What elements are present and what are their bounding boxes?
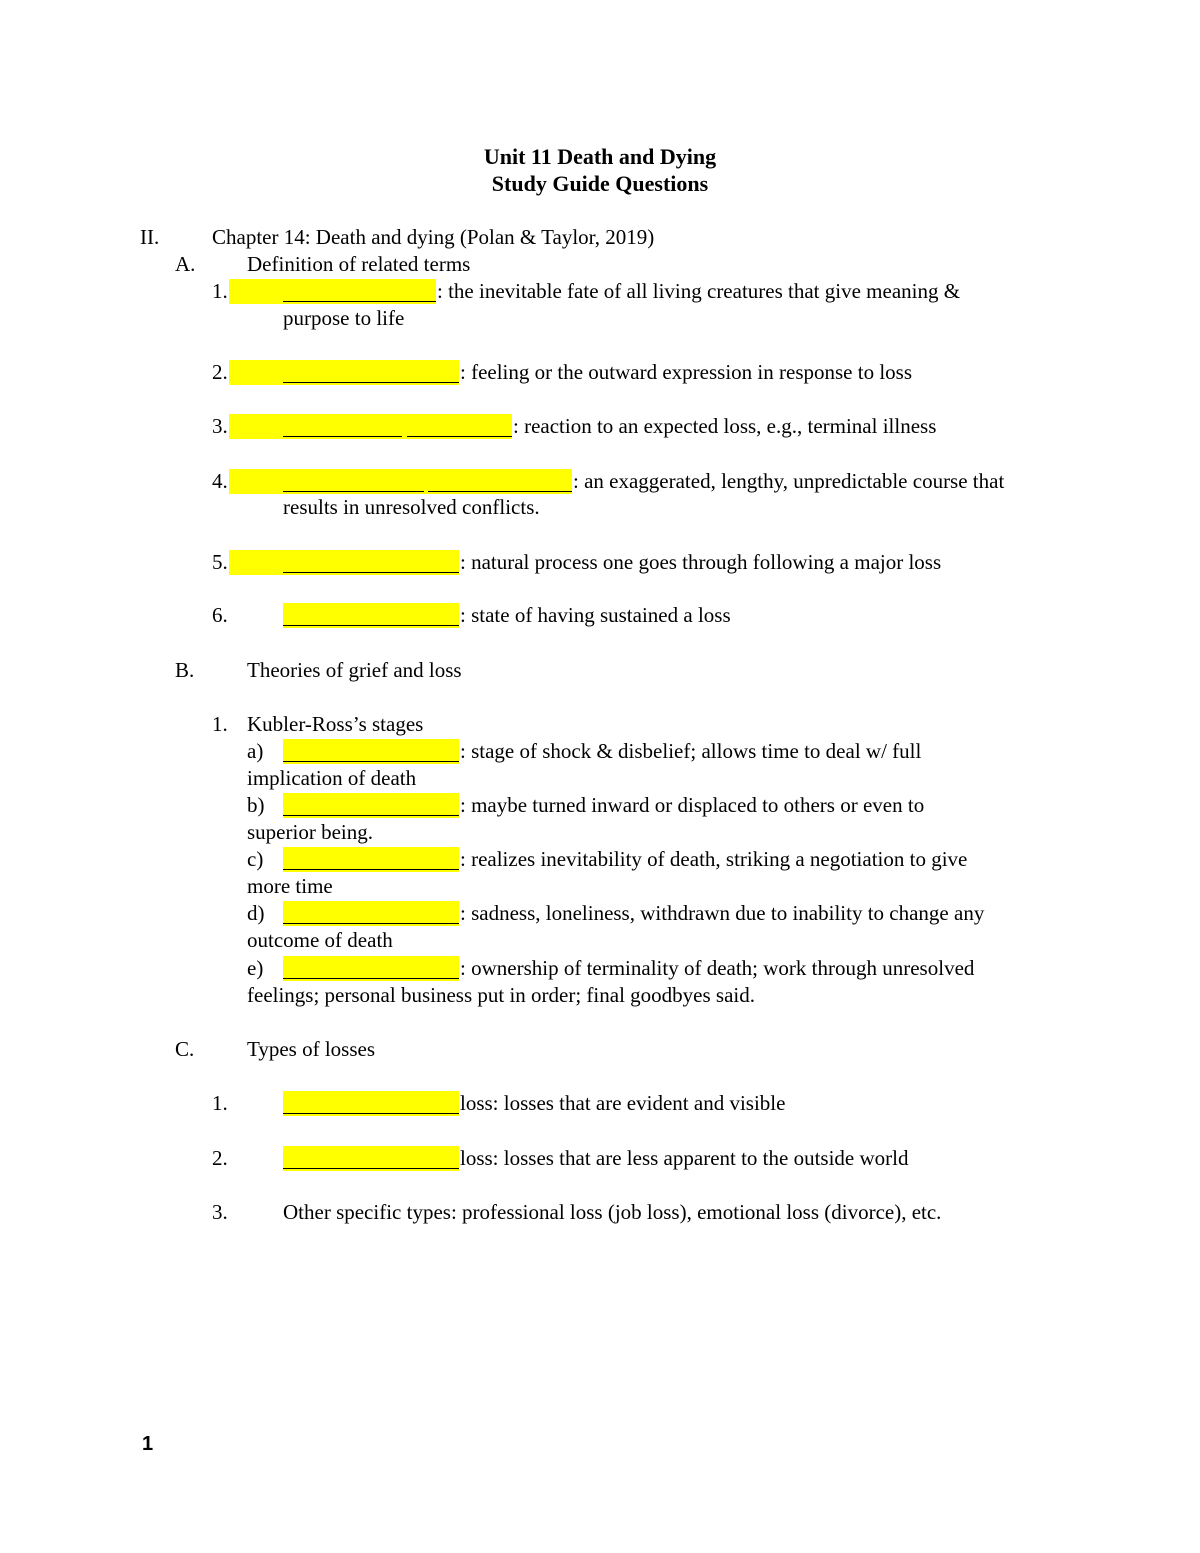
- term-blank[interactable]: [283, 281, 436, 302]
- subsection-c-heading: Types of losses: [247, 1037, 376, 1061]
- term-definition: : natural process one goes through following a major loss: [460, 550, 942, 574]
- stage-letter: d): [247, 901, 265, 925]
- subsection-b-letter: B.: [175, 658, 195, 682]
- stage-letter: b): [247, 793, 265, 817]
- term-definition: : state of having sustained a loss: [460, 603, 731, 627]
- stage-letter: c): [247, 847, 264, 871]
- term-definition: : an exaggerated, lengthy, unpredictable course that: [573, 469, 1005, 493]
- subsection-a-letter: A.: [175, 252, 196, 276]
- loss-number: 3.: [212, 1200, 228, 1224]
- theory-heading: Kubler-Ross’s stages: [247, 712, 424, 736]
- stage-description: : stage of shock & disbelief; allows time to deal w/ full: [460, 739, 922, 763]
- stage-description-continued: implication of death: [247, 766, 417, 790]
- stage-letter: e): [247, 956, 264, 980]
- subsection-b-heading: Theories of grief and loss: [247, 658, 462, 682]
- term-definition: : reaction to an expected loss, e.g., terminal illness: [513, 414, 937, 438]
- subsection-a-heading: Definition of related terms: [247, 252, 471, 276]
- stage-blank[interactable]: [283, 795, 459, 816]
- page-number: 1: [142, 1433, 154, 1455]
- document-subtitle: Study Guide Questions: [491, 171, 709, 196]
- subsection-c-letter: C.: [175, 1037, 195, 1061]
- term-number: 1.: [212, 279, 228, 303]
- term-number: 6.: [212, 603, 228, 627]
- loss-number: 1.: [212, 1091, 228, 1115]
- section-heading: Chapter 14: Death and dying (Polan & Taylor, 2019): [212, 225, 655, 249]
- term-number: 4.: [212, 469, 228, 493]
- loss-description: loss: losses that are evident and visible: [460, 1091, 786, 1115]
- term-definition-continued: results in unresolved conflicts.: [283, 495, 540, 519]
- term-blank[interactable]: [283, 471, 424, 492]
- stage-description-continued: more time: [247, 874, 333, 898]
- stage-blank[interactable]: [283, 849, 459, 870]
- stage-description: : sadness, loneliness, withdrawn due to inability to change any: [460, 901, 985, 925]
- stage-description-continued: superior being.: [247, 820, 373, 844]
- term-blank[interactable]: [428, 471, 572, 492]
- section-numeral: II.: [140, 225, 160, 249]
- term-number: 3.: [212, 414, 228, 438]
- stage-description: : maybe turned inward or displaced to others or even to: [460, 793, 925, 817]
- term-blank[interactable]: [283, 605, 459, 626]
- stage-blank[interactable]: [283, 741, 459, 762]
- stage-blank[interactable]: [283, 903, 459, 924]
- stage-description-continued: feelings; personal business put in order; final goodbyes said.: [247, 983, 755, 1007]
- loss-number: 2.: [212, 1146, 228, 1170]
- loss-description: Other specific types: professional loss (job loss), emotional loss (divorce), etc.: [283, 1200, 942, 1224]
- term-definition-continued: purpose to life: [283, 306, 405, 330]
- loss-blank[interactable]: [283, 1093, 459, 1114]
- stage-description-continued: outcome of death: [247, 928, 393, 952]
- document-title: Unit 11 Death and Dying: [483, 144, 717, 169]
- term-definition: : the inevitable fate of all living creatures that give meaning &: [437, 279, 961, 303]
- stage-description: : ownership of terminality of death; work through unresolved: [460, 956, 975, 980]
- term-blank[interactable]: [407, 416, 512, 437]
- term-number: 2.: [212, 360, 228, 384]
- term-definition: : feeling or the outward expression in response to loss: [460, 360, 912, 384]
- stage-description: : realizes inevitability of death, striking a negotiation to give: [460, 847, 968, 871]
- theory-number: 1.: [212, 712, 228, 736]
- stage-blank[interactable]: [283, 958, 459, 979]
- term-blank[interactable]: [283, 552, 459, 573]
- loss-blank[interactable]: [283, 1148, 459, 1169]
- loss-description: loss: losses that are less apparent to the outside world: [460, 1146, 909, 1170]
- stage-letter: a): [247, 739, 264, 763]
- term-blank[interactable]: [283, 416, 402, 437]
- term-blank[interactable]: [283, 362, 459, 383]
- term-number: 5.: [212, 550, 228, 574]
